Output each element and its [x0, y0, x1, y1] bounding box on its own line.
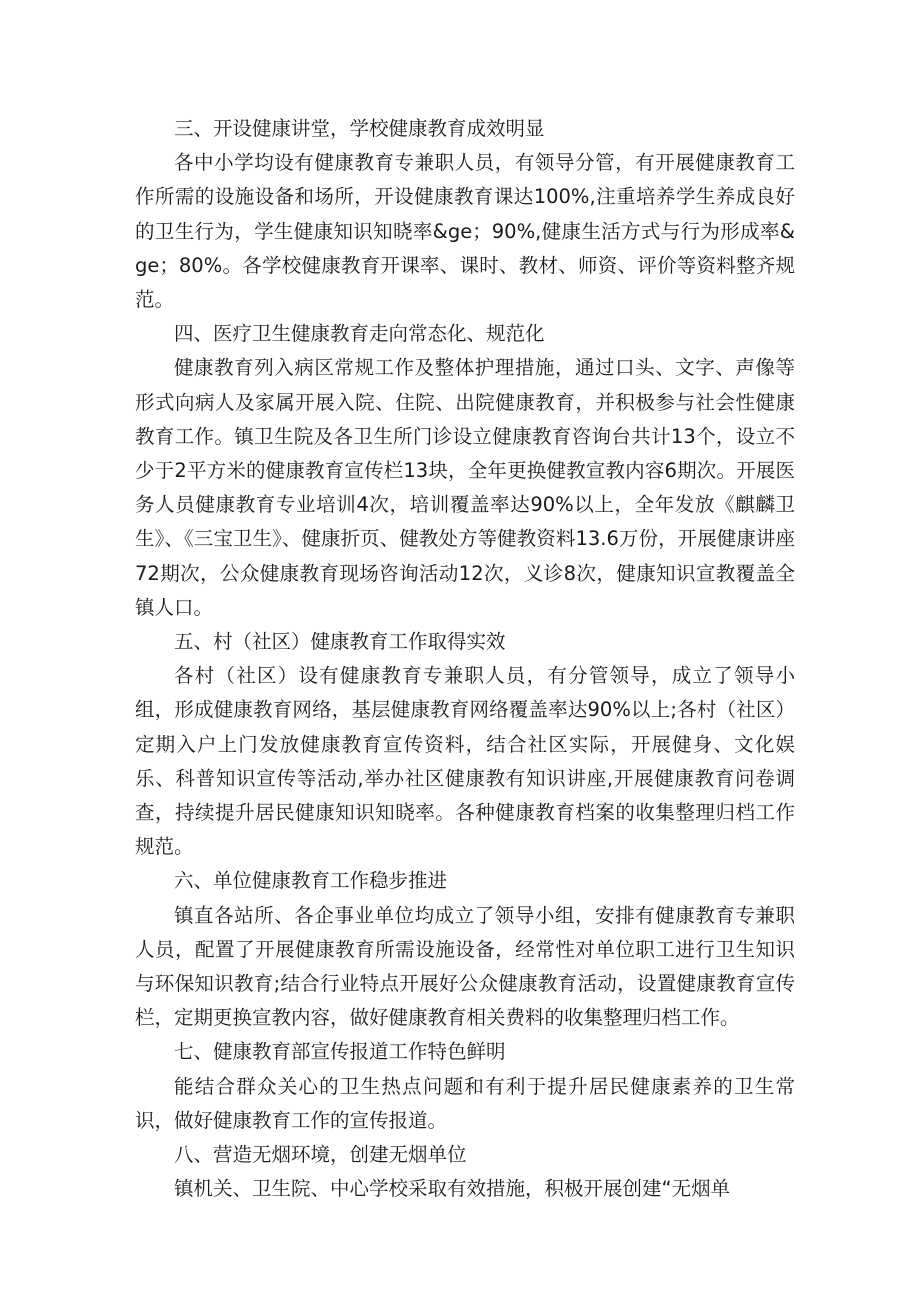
section-paragraph: 能结合群众关心的卫生热点问题和有利于提升居民健康素养的卫生常识，做好健康教育工作的宣传报道。	[135, 1074, 795, 1132]
section-heading: 八、营造无烟环境，创建无烟单位	[174, 1143, 467, 1167]
document-body	[135, 112, 795, 1207]
section-paragraph: 镇直各站所、各企事业单位均成立了领导小组，安排有健康教育专兼职人员，配置了开展健康教育所需设施设备，经常性对单位职工进行卫生知识与环保知识教育;结合行业特点开展好公众健康教育活动，设置健康教育宣传栏，定期更换宣教内容，做好健康教育相关费料的收集整理归档工作。	[135, 903, 795, 1030]
section-paragraph: 健康教育列入病区常规工作及整体护理措施，通过口头、文字、声像等形式向病人及家属开展入院、住院、出院健康教育，并积极参与社会性健康教育工作。镇卫生院及各卫生所门诊设立健康教育咨询台共计13个，设立不少于2平方米的健康教育宣传栏13块，全年更换健教宣教内容6期次。开展医务人员健康教育专业培训4次，培训覆盖率达90%以上，全年发放《麒麟卫生》、《三宝卫生》、健康折页、健教处方等健教资料13.6万份，开展健康讲座72期次，公众健康教育现场咨询活动12次，义诊8次，健康知识宣教覆盖全镇人口。	[135, 356, 795, 619]
section-paragraph: 各中小学均设有健康教育专兼职人员，有领导分管，有开展健康教育工作所需的设施设备和场所，开设健康教育课达100%,注重培养学生养成良好的卫生行为，学生健康知识知晓率&ge；90%,健康生活方式与行为形成率&ge；80%。各学校健康教育开课率、课时、教材、师资、评价等资料整齐规范。	[135, 151, 795, 312]
section-paragraph: 镇机关、卫生院、中心学校采取有效措施，积极开展创建“无烟单	[174, 1177, 731, 1201]
section-heading: 四、医疗卫生健康教育走向常态化、规范化	[174, 322, 545, 346]
section-heading: 六、单位健康教育工作稳步推进	[174, 869, 448, 893]
section-heading: 三、开设健康讲堂，学校健康教育成效明显	[174, 117, 545, 140]
section-heading: 七、健康教育部宣传报道工作特色鲜明	[174, 1040, 506, 1064]
section-paragraph: 各村（社区）设有健康教育专兼职人员，有分管领导，成立了领导小组，形成健康教育网络，基层健康教育网络覆盖率达90%以上;各村（社区）定期入户上门发放健康教育宣传资料，结合社区实际，开展健身、文化娱乐、科普知识宣传等活动,举办社区健康教有知识讲座,开展健康教育问卷调查，持续提升居民健康知识知晓率。各种健康教育档案的收集整理归档工作规范。	[135, 664, 795, 859]
section-heading: 五、村（社区）健康教育工作取得实效	[174, 630, 506, 654]
